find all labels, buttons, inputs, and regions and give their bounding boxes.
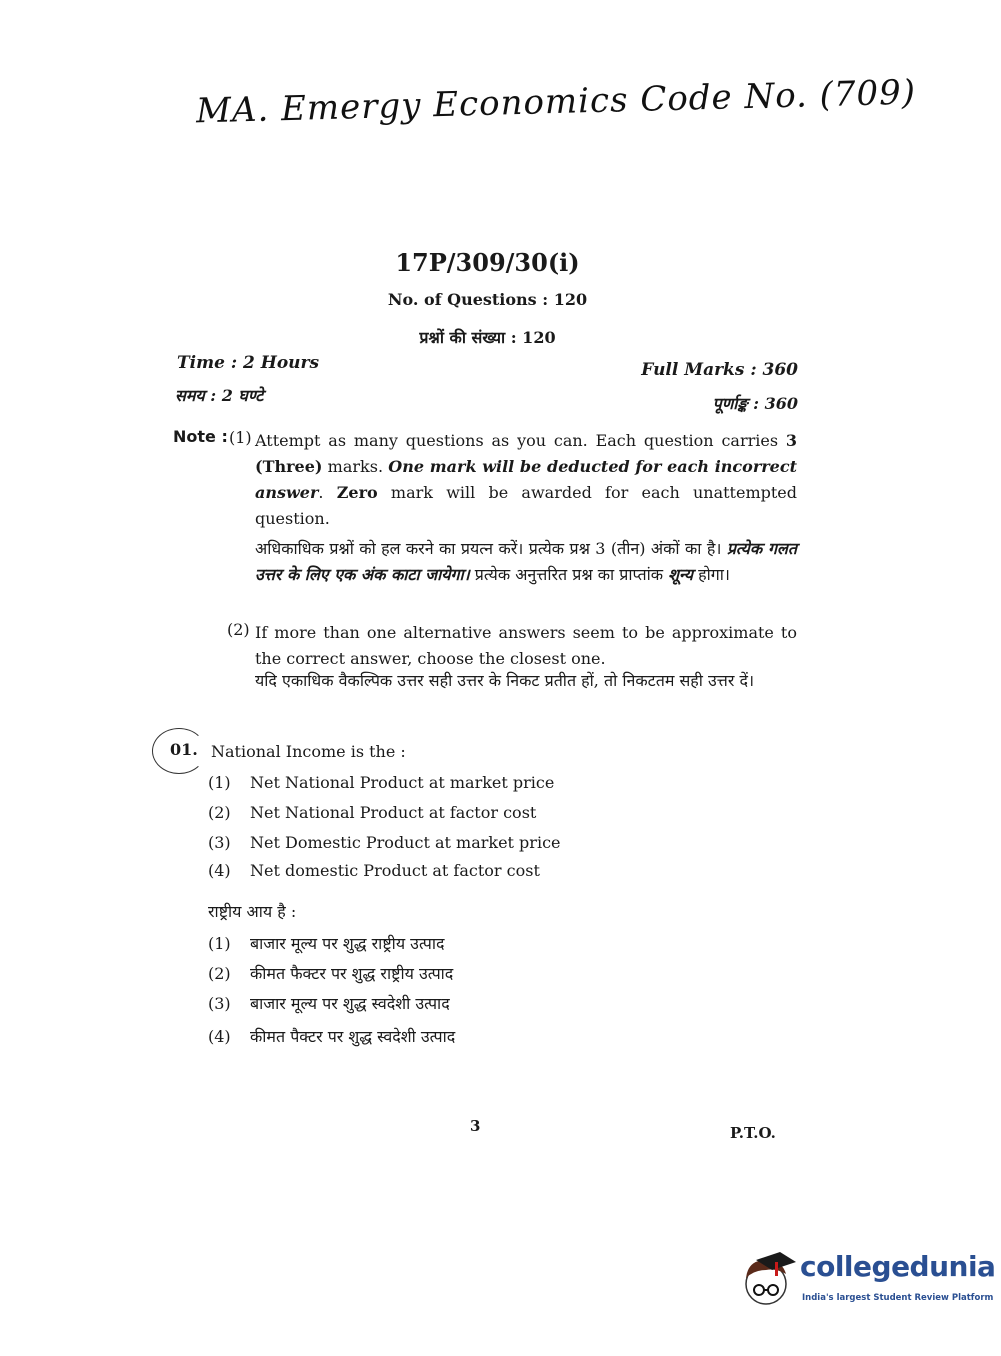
text: प्रत्येक अनुत्तरित प्रश्न का प्राप्तांक bbox=[469, 565, 669, 584]
num-questions-hi: प्रश्नों की संख्या : 120 bbox=[419, 328, 556, 347]
option-text: कीमत फैक्टर पर शुद्ध राष्ट्रीय उत्पाद bbox=[250, 964, 454, 983]
option-text: बाजार मूल्य पर शुद्ध राष्ट्रीय उत्पाद bbox=[250, 934, 445, 953]
pto-label: P.T.O. bbox=[730, 1124, 776, 1142]
text: 3 (Three) bbox=[255, 431, 797, 476]
mascot-icon bbox=[742, 1248, 798, 1318]
text: Zero bbox=[336, 483, 378, 502]
text: mark will be awarded for each unattempted question. bbox=[255, 483, 798, 528]
option-en-3 bbox=[208, 833, 561, 852]
option-number: (3) bbox=[208, 833, 231, 852]
option-number: (1) bbox=[208, 773, 231, 792]
option-hi-4 bbox=[208, 1025, 455, 1047]
question-number: 01. bbox=[170, 740, 198, 759]
question-text-hi: राष्ट्रीय आय है : bbox=[208, 902, 297, 921]
option-hi-2 bbox=[208, 962, 453, 984]
note-1-english bbox=[255, 428, 797, 532]
note-2-number: (2) bbox=[227, 620, 250, 639]
option-number: (2) bbox=[208, 964, 231, 983]
option-en-2 bbox=[208, 803, 536, 822]
option-text: बाजार मूल्य पर शुद्ध स्वदेशी उत्पाद bbox=[250, 994, 450, 1013]
collegedunia-watermark bbox=[742, 1248, 996, 1318]
option-number: (4) bbox=[208, 1027, 231, 1046]
brand-tagline: India's largest Student Review Platform bbox=[802, 1293, 994, 1303]
note-1-hindi bbox=[255, 536, 797, 588]
note-1-number: (1) bbox=[229, 428, 252, 447]
option-text: कीमत पैक्टर पर शुद्ध स्वदेशी उत्पाद bbox=[250, 1027, 456, 1046]
text: Attempt as many questions as you can. Each question carries bbox=[255, 431, 786, 450]
note-label: Note : bbox=[173, 427, 228, 446]
paper-code: 17P/309/30(i) bbox=[395, 248, 580, 277]
page-number: 3 bbox=[470, 1117, 481, 1135]
option-text: Net National Product at market price bbox=[250, 773, 555, 792]
option-text: Net Domestic Product at market price bbox=[250, 833, 561, 852]
text: One mark will be deducted for each incorrect answer bbox=[255, 457, 797, 502]
option-number: (3) bbox=[208, 994, 231, 1013]
full-marks-hi: पूर्णाङ्क : 360 bbox=[712, 394, 798, 413]
text: शून्य bbox=[668, 565, 693, 584]
question-text-en: National Income is the : bbox=[211, 742, 406, 761]
text: प्रत्येक गलत उत्तर के लिए एक अंक काटा जायेगा। bbox=[255, 539, 797, 584]
option-hi-3 bbox=[208, 992, 450, 1014]
option-hi-1 bbox=[208, 932, 445, 954]
note-2-hindi: यदि एकाधिक वैकल्पिक उत्तर सही उत्तर के निकट प्रतीत हों, तो निकटतम सही उत्तर दें। bbox=[255, 671, 755, 690]
option-number: (1) bbox=[208, 934, 231, 953]
option-en-4 bbox=[208, 861, 540, 880]
option-number: (2) bbox=[208, 803, 231, 822]
text: . bbox=[318, 483, 337, 502]
text: अधिकाधिक प्रश्नों को हल करने का प्रयत्न करें। प्रत्येक प्रश्न 3 (तीन) अंकों का है। bbox=[255, 539, 727, 558]
handwritten-header: MA. Emergy Economics Code No. (709) bbox=[195, 72, 917, 132]
time-hi: समय : 2 घण्टे bbox=[175, 386, 264, 405]
option-en-1 bbox=[208, 773, 554, 792]
option-text: Net domestic Product at factor cost bbox=[250, 861, 540, 880]
note-2-english: If more than one alternative answers seem to be approximate to the correct answer, choose the closest one. bbox=[255, 623, 797, 668]
text: marks. bbox=[322, 457, 389, 476]
num-questions-en: No. of Questions : 120 bbox=[387, 290, 588, 309]
brand-name: collegedunia bbox=[800, 1250, 996, 1283]
option-number: (4) bbox=[208, 861, 231, 880]
option-text: Net National Product at factor cost bbox=[250, 803, 537, 822]
full-marks-en: Full Marks : 360 bbox=[641, 360, 798, 380]
text: होगा। bbox=[692, 565, 730, 584]
time-en: Time : 2 Hours bbox=[177, 353, 320, 373]
